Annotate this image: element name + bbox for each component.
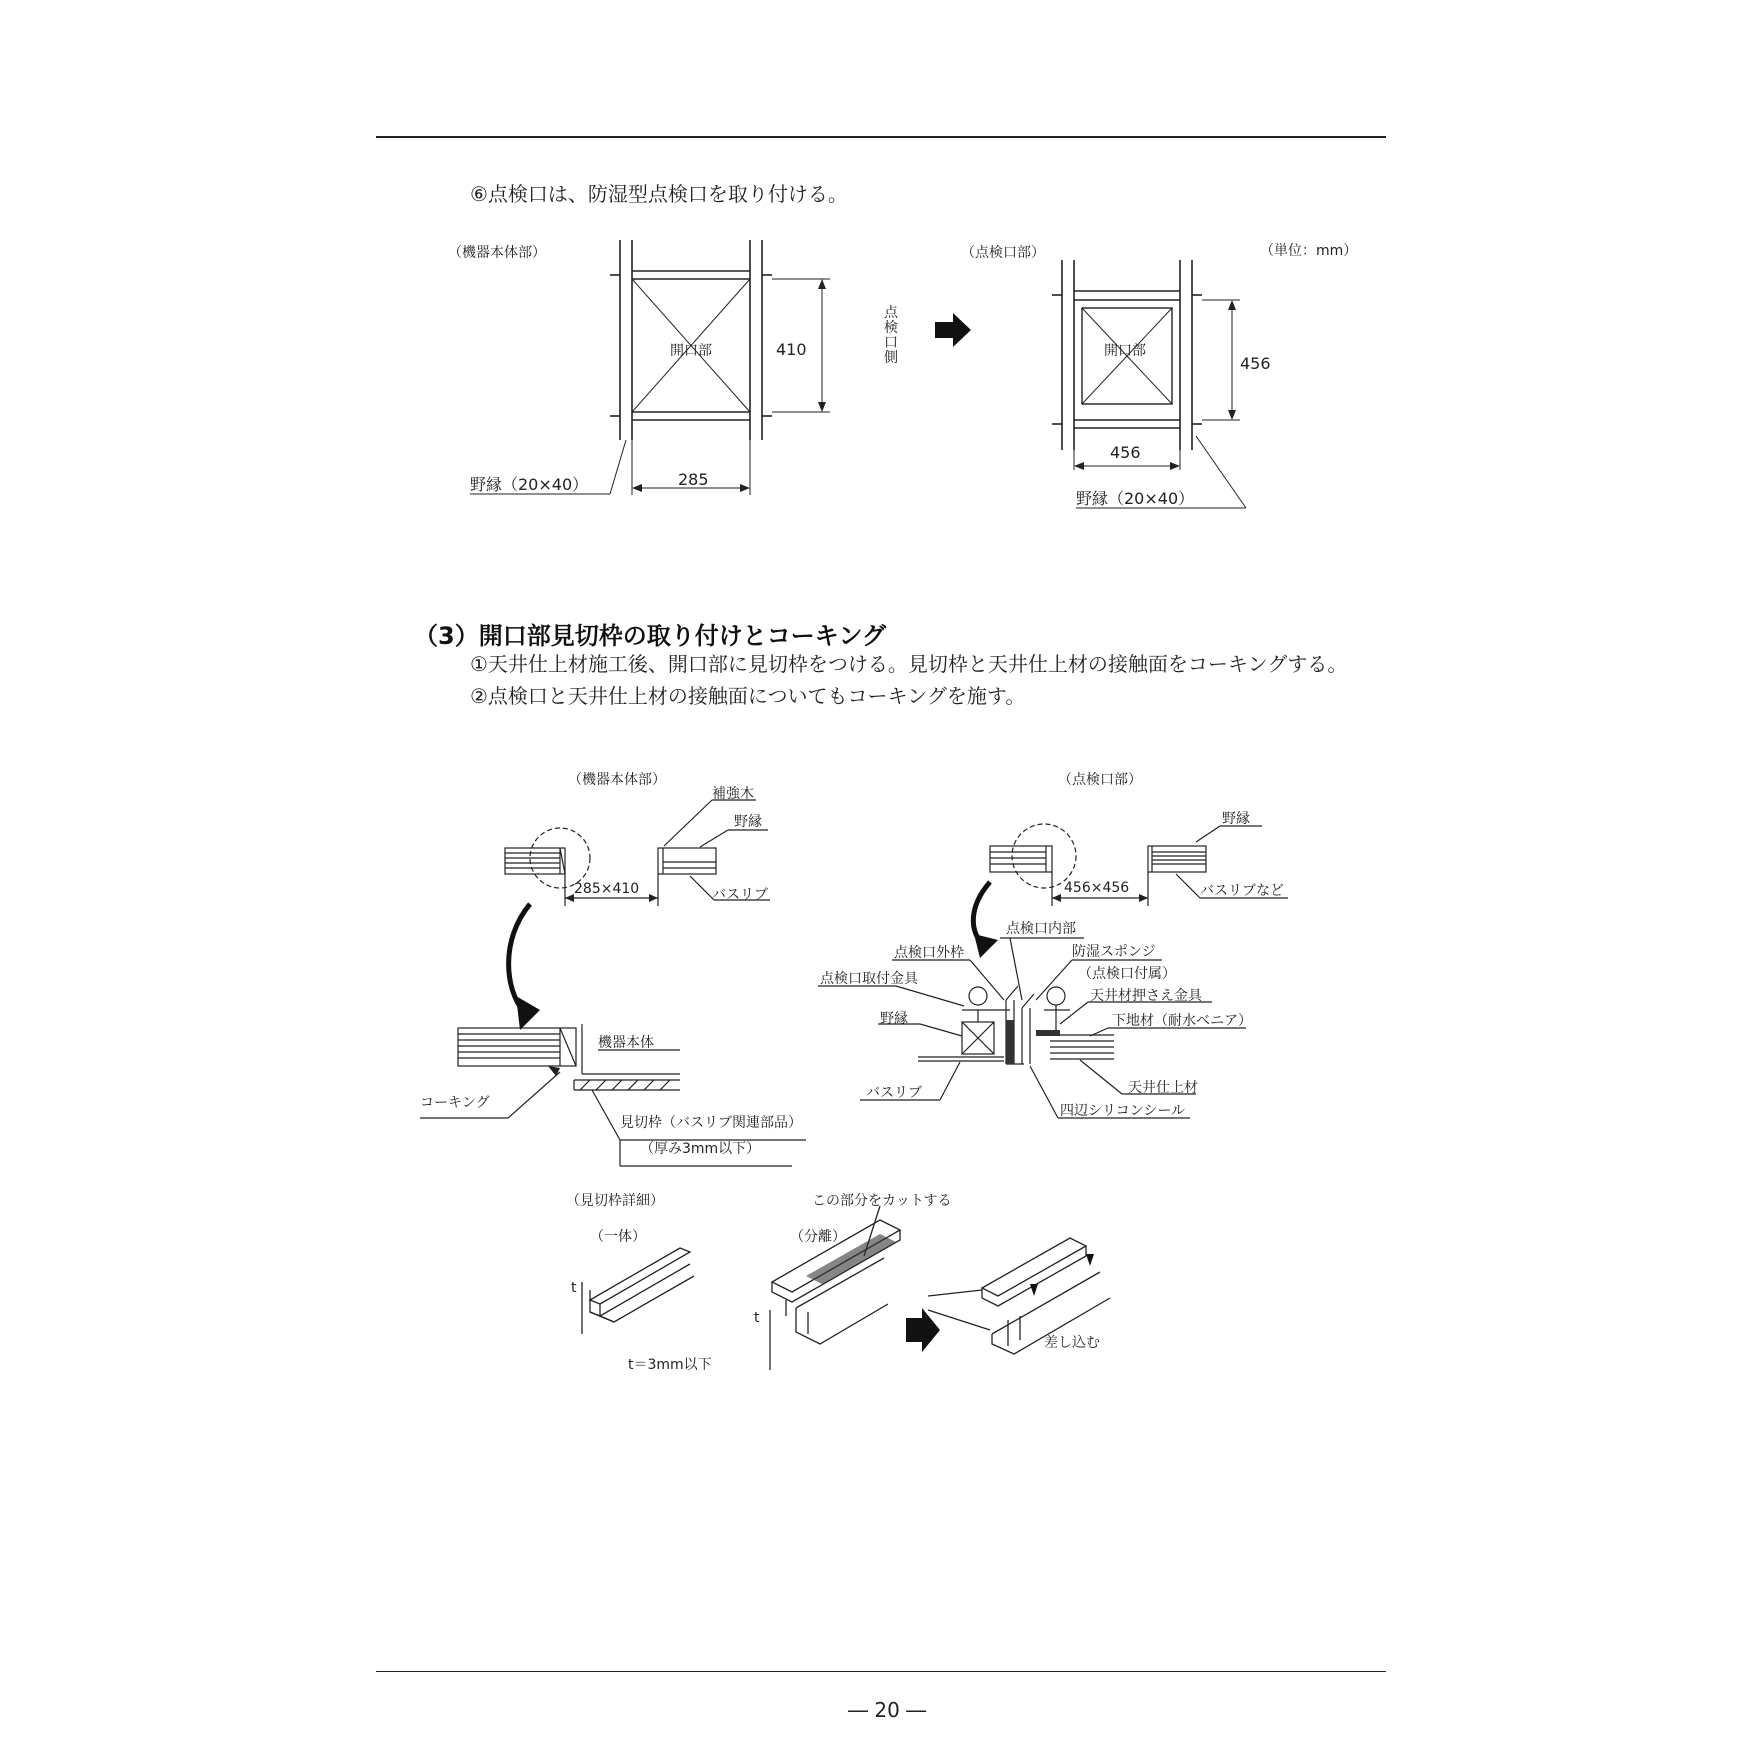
fig3-hokyoboku-label: 補強木	[712, 786, 754, 802]
fig4-basurib-label: バスリブ	[866, 1085, 922, 1101]
fig2-dim-456-vertical: 456	[1240, 354, 1271, 373]
fig3-nobuchi-label: 野縁	[734, 814, 762, 830]
side-char-3: 口	[884, 335, 898, 351]
fig2-caption: （点検口部）	[961, 245, 1045, 261]
fig5-t2-label: t	[754, 1310, 760, 1326]
fig5-ittai-label: （一体）	[590, 1229, 646, 1245]
fig3-mikiri-label: 見切枠（バスリブ関連部品）	[620, 1115, 802, 1131]
side-char-4: 側	[884, 350, 898, 366]
side-char-2: 検	[884, 320, 898, 336]
fig4-dim-label: 456×456	[1064, 880, 1130, 896]
page-number: ― 20 ―	[848, 1698, 927, 1722]
fig4-osae-label: 天井材押さえ金具	[1090, 988, 1202, 1004]
fig4-silicone-label: 四辺シリコンシール	[1060, 1103, 1186, 1119]
fig5-bunri-label: （分離）	[790, 1229, 846, 1245]
fig4-toritsuke-label: 点検口取付金具	[820, 971, 918, 987]
unit-label: （単位：mm）	[1260, 243, 1358, 259]
step-6-text: ⑥点検口は、防湿型点検口を取り付ける。	[470, 182, 848, 206]
fig3-kiki-hontai-label: 機器本体	[598, 1035, 654, 1051]
fig4-basurib-nado-label: バスリブなど	[1200, 883, 1284, 899]
fig3-atsumi-label: （厚み3mm以下）	[640, 1141, 761, 1157]
fig4-nobuchi-label: 野縁	[880, 1011, 908, 1027]
fig4-caption: （点検口部）	[1058, 772, 1142, 788]
fig1-nobuchi-label: 野縁（20×40）	[470, 475, 589, 494]
side-char-1: 点	[884, 305, 898, 321]
fig4-shiage-label: 天井仕上材	[1128, 1080, 1198, 1096]
fig3-caulking-label: コーキング	[420, 1095, 490, 1111]
fig2-opening-label: 開口部	[1104, 343, 1146, 359]
fig1-caption: （機器本体部）	[448, 245, 546, 261]
fig3-dim-label: 285×410	[574, 881, 640, 897]
fig4-fuzoku-label: （点検口付属）	[1078, 966, 1176, 982]
fig4-sponge-label: 防湿スポンジ	[1072, 944, 1156, 960]
fig5-t-spec-label: t＝3mm以下	[628, 1357, 712, 1373]
fig4-sotowaku-label: 点検口外枠	[894, 945, 964, 961]
fig5-sashikomu-label: 差し込む	[1044, 1335, 1100, 1351]
section-3-heading: （3）開口部見切枠の取り付けとコーキング	[414, 622, 886, 650]
fig3-basurib-label: バスリブ	[712, 887, 768, 903]
fig1-opening-label: 開口部	[670, 343, 712, 359]
fig4-shitaji-label: 下地材（耐水ベニア）	[1112, 1013, 1252, 1029]
fig4-nobuchi-top-label: 野縁	[1222, 811, 1250, 827]
fig1-dim-410: 410	[776, 340, 807, 359]
fig2-nobuchi-label: 野縁（20×40）	[1076, 489, 1195, 508]
section-3-line-1: ①天井仕上材施工後、開口部に見切枠をつける。見切枠と天井仕上材の接触面をコーキングする。	[470, 652, 1348, 676]
fig5-cut-label: この部分をカットする	[812, 1193, 952, 1209]
fig2-dim-456-horizontal: 456	[1110, 443, 1141, 462]
fig1-dim-285: 285	[678, 470, 709, 489]
fig5-caption: （見切枠詳細）	[566, 1193, 664, 1209]
fig3-caption: （機器本体部）	[568, 772, 666, 788]
fig4-naibu-label: 点検口内部	[1006, 921, 1076, 937]
section-3-line-2: ②点検口と天井仕上材の接触面についてもコーキングを施す。	[470, 684, 1026, 708]
fig5-t1-label: t	[571, 1280, 577, 1296]
